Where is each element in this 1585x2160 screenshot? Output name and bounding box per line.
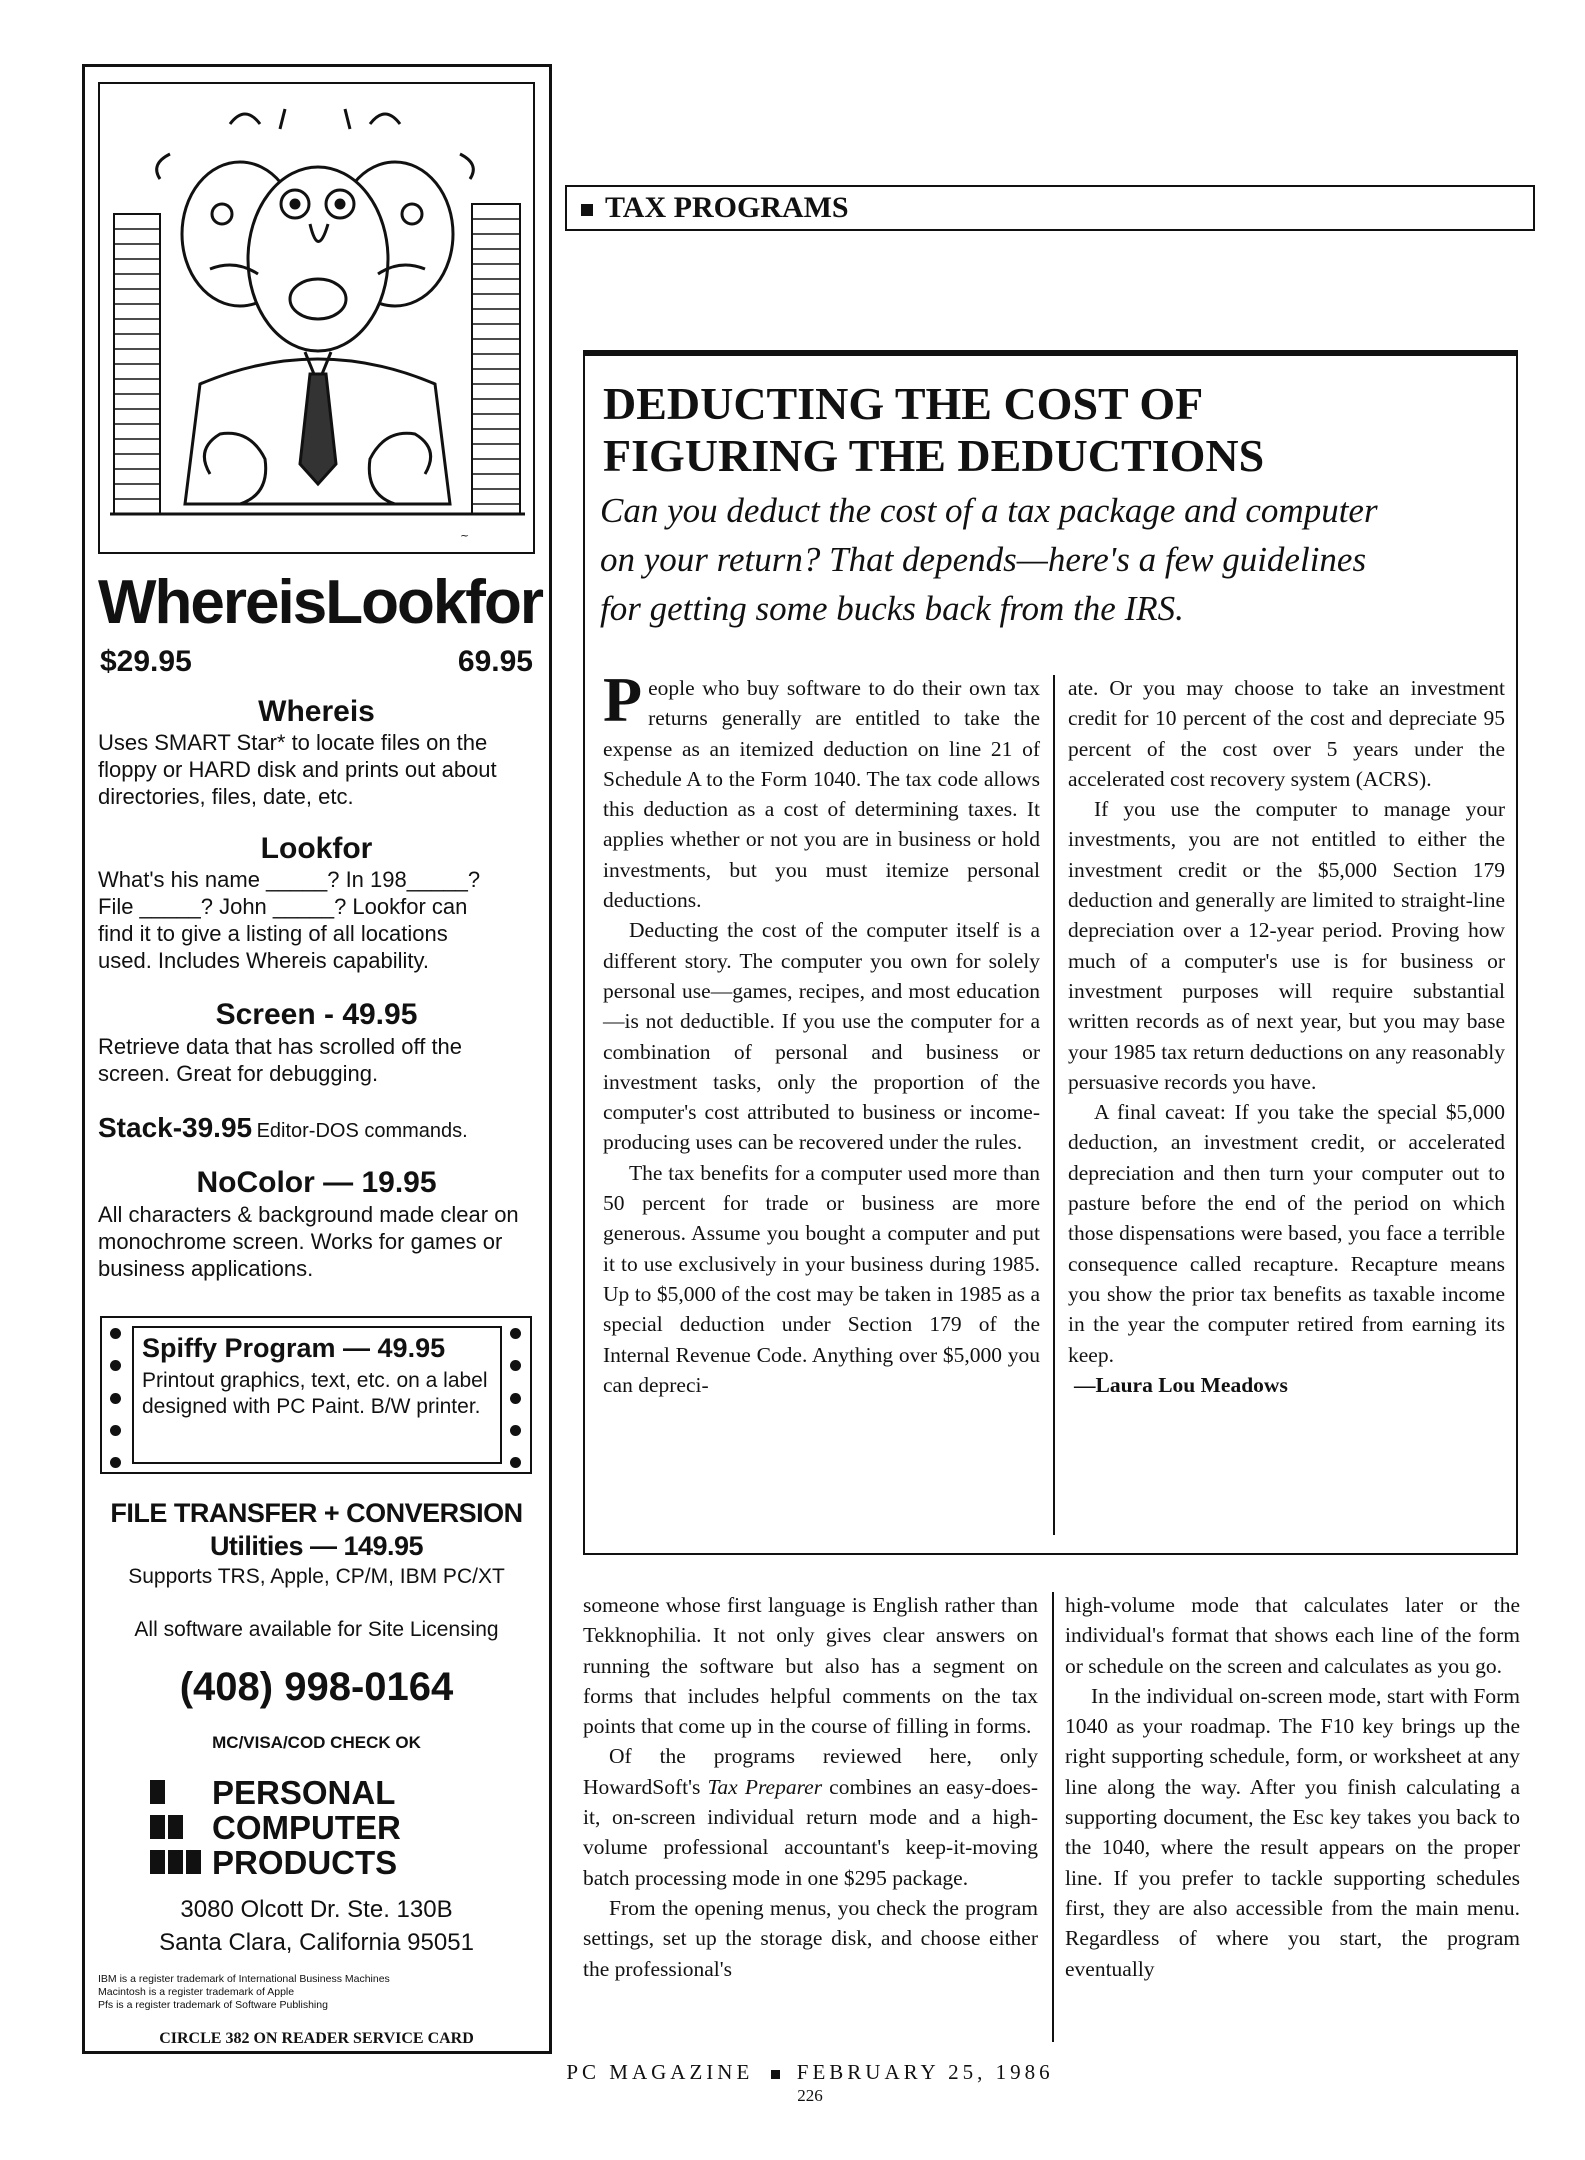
transfer-description: Supports TRS, Apple, CP/M, IBM PC/XT: [128, 1565, 505, 1588]
spiffy-box: [100, 1316, 532, 1474]
text-run: Of the programs reviewed here, only HowardSoft's: [583, 1744, 1038, 1799]
lookfor-line: File _____? John _____? Lookfor can: [98, 894, 468, 919]
lookfor-line: What's his name _____? In 198_____?: [98, 867, 481, 892]
paragraph: high-volume mode that calculates later or the individual's format that shows each line of the form or schedule on the screen and calculates as you go.: [1065, 1593, 1520, 1678]
main-column-1: [583, 1590, 1038, 1984]
paragraph: A final caveat: If you take the special $5,000 deduction, an investment credit, or accelerated depreciation and then turn your computer out to pasture before the end of the period on which those dispensations were based, you face a terrible consequence called recapture. Recapture means you show the prior tax benefits as taxable income in the year the computer retired from earning its keep.: [1068, 1100, 1505, 1367]
trademark-line: Pfs is a register trademark of Software Publishing: [98, 1999, 328, 2011]
sidebar-column-2: [1068, 673, 1505, 1400]
price-whereis: $29.95: [100, 645, 192, 678]
paragraph: [583, 1741, 1038, 1892]
paragraph: From the opening menus, you check the program settings, set up the storage disk, and choose either the professional's: [583, 1895, 1038, 1981]
bullet-dots-left: [110, 1328, 122, 1468]
address-line: 3080 Olcott Dr. Ste. 130B: [180, 1896, 453, 1923]
paragraph: ate. Or you may choose to take an investment credit for 10 percent of the cost and depreciate 95 percent of the cost over 5 years under the accelerated cost recovery system (ACRS).: [1068, 676, 1505, 791]
transfer-title: [98, 1497, 535, 1563]
lookfor-line: find it to give a listing of all locations: [98, 921, 448, 946]
drop-cap: P: [603, 664, 643, 735]
deck-line: for getting some bucks back from the IRS.: [600, 589, 1184, 628]
headline-lookfor: Lookfor: [325, 568, 542, 637]
site-license-note: All software available for Site Licensing: [134, 1618, 499, 1641]
stack-description: Editor-DOS commands.: [256, 1120, 468, 1142]
whereis-title: Whereis: [258, 695, 375, 728]
page-number: 226: [797, 2086, 823, 2105]
section-header: [565, 185, 1535, 231]
stack-title: Stack-39.95: [98, 1112, 253, 1143]
lookfor-description: [98, 866, 535, 974]
price-lookfor: 69.95: [457, 645, 533, 678]
column-rule: [1052, 1592, 1054, 2042]
text-run: combines an easy-does-it, on-screen individual return mode and a high-volume professional accountant's keep-it-moving batch processing mode in one $295 package.: [583, 1774, 1039, 1890]
sidebar-deck: [600, 486, 1500, 633]
page-footer: [540, 2060, 1080, 2085]
phone-number: (408) 998-0164: [179, 1665, 454, 1709]
nocolor-title: NoColor — 19.95: [196, 1166, 437, 1199]
worried-man-cartoon: [100, 84, 533, 552]
company-line: PRODUCTS: [212, 1844, 398, 1881]
lookfor-title: Lookfor: [260, 832, 373, 865]
transfer-title-line: FILE TRANSFER + CONVERSION: [110, 1498, 523, 1528]
section-label: TAX PROGRAMS: [605, 191, 849, 224]
company-line: PERSONAL: [212, 1774, 396, 1811]
paragraph: The tax benefits for a computer used more than 50 percent for trade or business are more generous. Assume you bought a computer and put it to use exclusively in your business during 1985. Up to $5,000 of the cost may be taken in 1985 as a special deduction under Section 179 of the Internal Revenue Code. Anything over $5,000 you can depreci-: [603, 1160, 1040, 1397]
title-line: FIGURING THE DEDUCTIONS: [603, 430, 1265, 481]
ad-prices: [100, 645, 533, 679]
spiffy-description: Printout graphics, text, etc. on a label designed with PC Paint. B/W printer.: [142, 1369, 488, 1418]
byline: —Laura Lou Meadows: [1074, 1372, 1288, 1397]
deck-line: Can you deduct the cost of a tax package and computer: [600, 491, 1378, 530]
svg-text:~: ~: [460, 529, 470, 542]
screen-title: Screen - 49.95: [215, 998, 418, 1031]
transfer-title-line: Utilities — 149.95: [209, 1531, 424, 1561]
square-bullet-icon: [771, 2070, 780, 2079]
trademark-line: Macintosh is a register trademark of Apple: [98, 1986, 295, 1998]
spiffy-title: Spiffy Program — 49.95: [142, 1333, 446, 1363]
address: [98, 1893, 535, 1959]
paragraph: In the individual on-screen mode, start with Form 1040 as your roadmap. The F10 key brings up the right supporting schedule, form, or worksheet at any line along the way. After you finish calculating a supporting document, the Esc key takes you back to the 1040, where the result appears on the proper line. If you prefer to tackle supporting schedules first, they are also accessible from the main menu. Regardless of where you start, the program eventually: [1065, 1683, 1520, 1981]
trademark-line: IBM is a register trademark of International Business Machines: [98, 1973, 390, 1985]
deck-line: on your return? That depends—here's a few guidelines: [600, 540, 1367, 579]
paragraph: eople who buy software to do their own tax returns generally are entitled to take the expense as an itemized deduction on line 21 of Schedule A to the Form 1040. The tax code allows this deduction as a cost of determining taxes. It applies whether or not you are in business or hold investments, but you must itemize personal deductions.: [603, 676, 1040, 913]
whereis-description: Uses SMART Star* to locate files on the floppy or HARD disk and prints out about directories, files, date, etc.: [98, 730, 497, 809]
issue-date: FEBRUARY 25, 1986: [796, 2060, 1054, 2084]
company-line: COMPUTER: [212, 1809, 401, 1846]
address-line: Santa Clara, California 95051: [159, 1929, 474, 1956]
bullet-dots-right: [510, 1328, 522, 1468]
screen-description: Retrieve data that has scrolled off the screen. Great for debugging.: [98, 1034, 463, 1086]
headline-whereis: Whereis: [98, 568, 326, 637]
paragraph: Deducting the cost of the computer itself is a different story. The computer you own for solely personal use—games, recipes, and most education—is not deductible. If you use the computer for a combination of personal and business or investment tasks, only the proportion of the computer's cost attributed to business or income-producing uses can be recovered under the rules.: [603, 918, 1040, 1155]
ad-headline: [98, 568, 542, 637]
cartoon-illustration: [98, 82, 535, 554]
stack-item: [98, 1112, 535, 1144]
trademark-notes: [98, 1973, 535, 2012]
column-rule: [1053, 675, 1055, 1535]
paragraph: If you use the computer to manage your investments, you are not entitled to either the investment credit or the $5,000 Section 179 deduction and generally are limited to straight-line depreciation over a 12-year period. Proving how much of a computer's use is for business or investment purposes will require substantial written records as of next year, but you may base your 1985 tax return deductions on any reasonably persuasive records you have.: [1068, 797, 1505, 1094]
nocolor-description: All characters & background made clear on monochrome screen. Works for games or business applications.: [98, 1202, 519, 1281]
title-line: DEDUCTING THE COST OF: [603, 378, 1204, 429]
main-column-2: [1065, 1590, 1520, 1984]
product-name: Tax Preparer: [707, 1774, 823, 1799]
paragraph: someone whose first language is English rather than Tekknophilia. It not only gives clear answers on running the software but also has a segment on forms that includes helpful comments on the tax points that come up in the course of filling in forms.: [583, 1593, 1038, 1739]
sidebar-title: [603, 378, 1503, 482]
magazine-name: PC MAGAZINE: [566, 2060, 754, 2084]
payment-options: MC/VISA/COD CHECK OK: [212, 1733, 421, 1752]
company-logo: [150, 1775, 401, 1880]
lookfor-line: used. Includes Whereis capability.: [98, 948, 429, 973]
spiffy-inner: [132, 1326, 502, 1464]
square-bullet-icon: [581, 204, 593, 216]
reader-service-card: CIRCLE 382 ON READER SERVICE CARD: [159, 2030, 474, 2047]
sidebar-column-1: [603, 664, 1040, 1400]
